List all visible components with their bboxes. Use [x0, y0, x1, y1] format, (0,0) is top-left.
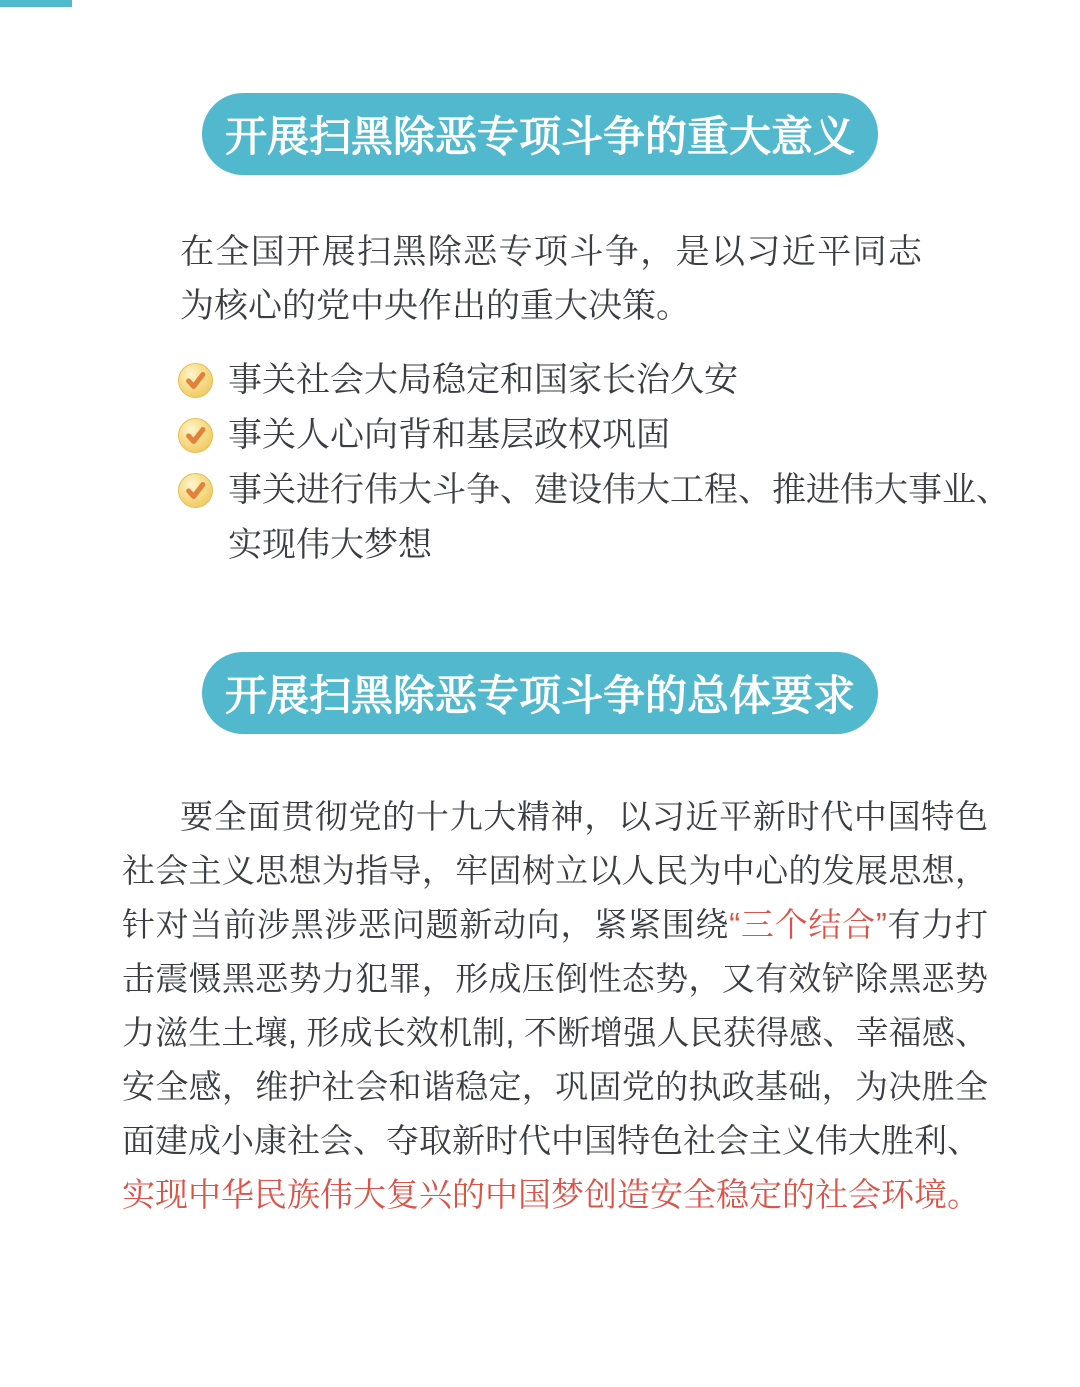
section2-body-paragraph	[122, 790, 988, 1222]
check-icon	[178, 473, 213, 508]
bullet-item	[178, 463, 1080, 573]
check-icon	[178, 418, 213, 453]
significance-bullet-list	[178, 353, 1080, 573]
bullet-item	[178, 353, 1080, 408]
bullet-text: 事关人心向背和基层政权巩固	[228, 416, 670, 454]
section2-body-flow	[122, 790, 988, 1168]
section1-title-pill	[202, 93, 878, 175]
closing-sentence-red: 实现中华民族伟大复兴的中国梦创造安全稳定的社会环境。	[122, 1176, 980, 1213]
highlight-term: “三个结合”	[729, 906, 887, 943]
bullet-text: 事关进行伟大斗争、建设伟大工程、推进伟大事业、实现伟大梦想	[228, 471, 1010, 564]
section1-intro-paragraph: 在全国开展扫黑除恶专项斗争，是以习近平同志为核心的党中央作出的重大决策。	[180, 233, 922, 325]
check-icon	[178, 363, 213, 398]
bullet-text: 事关社会大局稳定和国家长治久安	[228, 361, 738, 399]
body-text-before-highlight: 要全面贯彻党的十九大精神，以习近平新时代中国特色社会主义思想为指导，牢固树立以人民为中心的发展思想，针对当前涉黑涉恶问题新动向，紧紧围绕	[122, 798, 988, 943]
section1-title: 开展扫黑除恶专项斗争的重大意义	[224, 113, 855, 160]
body-text-after-highlight: 有力打击震慑黑恶势力犯罪，形成压倒性态势，又有效铲除黑恶势力滋生土壤, 形成长效机制, 不断增强人民获得感、幸福感、安全感，维护社会和谐稳定，巩固党的执政基础，为决胜全面建成小康社会、夺取新时代中国特色社会主义伟大胜利、	[122, 906, 989, 1159]
teal-corner-bar	[0, 0, 72, 7]
bullet-item	[178, 408, 1080, 463]
section2-title: 开展扫黑除恶专项斗争的总体要求	[224, 672, 855, 719]
section2-title-pill	[202, 652, 878, 734]
